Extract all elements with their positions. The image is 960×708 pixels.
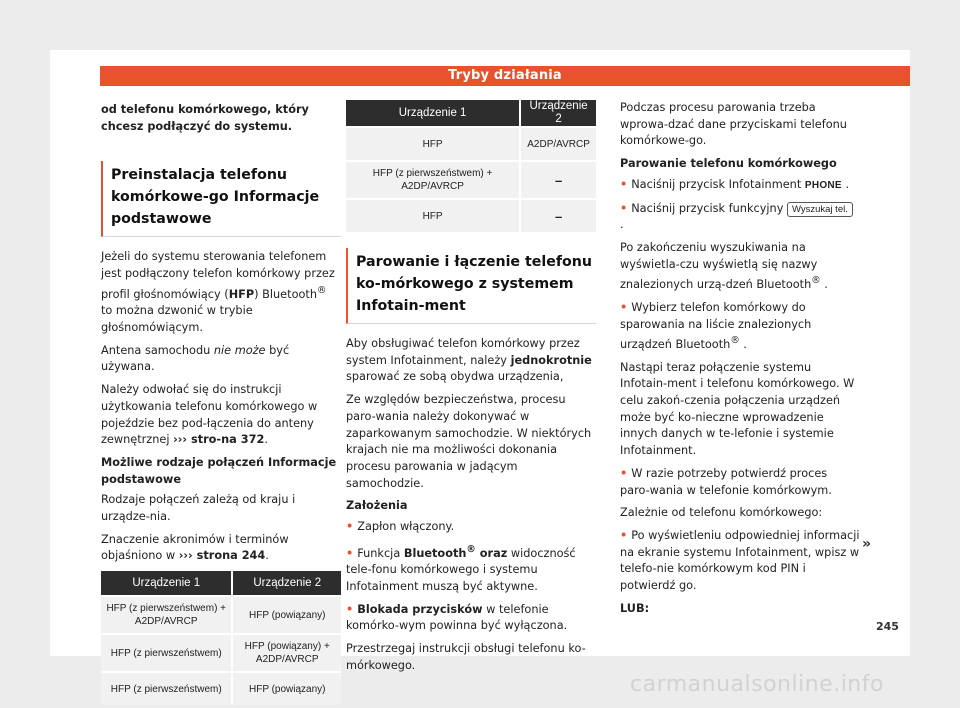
registered-mark: ® (811, 275, 821, 287)
table-cell: HFP (346, 127, 520, 161)
connection-types-table (101, 571, 341, 705)
text: Jeżeli do systemu sterowania telefonem jest podłączony telefon komórkowy przez profil głośnomówiący ( (101, 250, 335, 301)
text: Funkcja (357, 546, 404, 560)
table-cell: A2DP/AVRCP (520, 127, 596, 161)
bullet-icon: • (620, 529, 628, 542)
text: . (739, 337, 747, 351)
table-row (101, 672, 341, 705)
paragraph: Podczas procesu parowania trzeba wprowa-dzać dane przyciskami telefonu komórkowe-go. (620, 101, 847, 148)
subheading-connection-types: Możliwe rodzaje połączeń Informacje podstawowe (101, 455, 337, 486)
table-cell: HFP (z pierwszeństwem) (101, 672, 232, 705)
subheading-prerequisites: Założenia (346, 499, 408, 513)
table-cell: HFP (z pierwszeństwem) + A2DP/AVRCP (346, 161, 520, 199)
registered-mark: ® (316, 284, 327, 296)
section-header-bar (100, 66, 910, 86)
text: Znaczenie akronimów i terminów objaśniono w (101, 532, 289, 563)
text: . (620, 218, 624, 232)
emphasis: nie może (213, 343, 266, 357)
bullet-item (346, 542, 596, 596)
emphasis: oraz (475, 546, 508, 560)
hfp-term: HFP (228, 287, 255, 301)
text: Po zakończeniu wyszukiwania na wyświetla-czu wyświetlą się nazwy znalezionych urzą-dzeń Bluetooth (620, 240, 818, 292)
text: Wybierz telefon komórkowy do sparowania na liście znalezionych urządzeń Bluetooth (620, 300, 812, 351)
text: . (264, 433, 268, 447)
table-header: Urządzenie 1 (346, 100, 520, 127)
emphasis: jednokrotnie (510, 353, 592, 367)
bullet-icon: • (346, 520, 354, 534)
paragraph (101, 382, 341, 449)
bullet-item (346, 602, 596, 635)
bullet-item (620, 466, 860, 499)
text: . (820, 278, 828, 292)
text: Należy odwołać się do instrukcji użytkowania telefonu komórkowego w pojeździe bez pod-łączenia do anteny zewnętrznej (101, 383, 318, 447)
table-header: Urządzenie 1 (101, 571, 232, 596)
bullet-item (620, 300, 860, 354)
continue-mark-icon: » (862, 536, 872, 552)
column-3 (620, 100, 860, 624)
table-row (346, 199, 596, 232)
section-title-preinstall: Preinstalacja telefonu komórkowe-go Informacje podstawowe (101, 161, 341, 237)
bullet-item (620, 528, 860, 595)
bullet-item (620, 177, 860, 195)
bullet-icon: • (620, 300, 628, 314)
search-phone-button-label: Wyszukaj tel. (787, 202, 853, 217)
bullet-icon: • (620, 466, 628, 480)
page-reference-link[interactable]: ››› stro-na 372 (173, 433, 265, 447)
emphasis: Blokada przycisków (357, 602, 483, 616)
paragraph: Zależnie od telefonu komórkowego: (620, 506, 823, 520)
table-cell: HFP (powiązany) + A2DP/AVRCP (232, 634, 341, 672)
table-cell: HFP (z pierwszeństwem) + A2DP/AVRCP (101, 596, 232, 634)
text: w telefonie komórko-wym powinna być wyłączona. (346, 602, 568, 633)
bullet-item (620, 201, 860, 234)
table-cell: HFP (powiązany) (232, 672, 341, 705)
text: Aby obsługiwać telefon komórkowy przez system Infotainment, należy (346, 337, 580, 367)
emphasis: Bluetooth (403, 546, 467, 560)
connection-types-table-continued (346, 100, 596, 232)
or-label: LUB: (620, 601, 650, 615)
paragraph (101, 249, 341, 336)
text: . (841, 177, 850, 191)
registered-mark: ® (466, 543, 476, 555)
table-header: Urządzenie 2 (232, 571, 341, 596)
text: Naciśnij przycisk Infotainment (631, 177, 805, 191)
text: Zapłon włączony. (357, 520, 455, 534)
bullet-item (346, 519, 596, 536)
text: Naciśnij przycisk funkcyjny (631, 201, 787, 215)
text: . (265, 549, 269, 563)
table-cell: HFP (z pierwszeństwem) (101, 634, 232, 672)
table-row (346, 161, 596, 199)
intro-text: od telefonu komórkowego, który chcesz podłączyć do systemu. (101, 103, 309, 133)
column-2 (346, 100, 596, 680)
watermark: carmanualsonline.info (630, 672, 884, 697)
subheading-pairing-phone: Parowanie telefonu komórkowego (620, 157, 837, 171)
table-row (346, 127, 596, 161)
paragraph (101, 532, 341, 565)
page-number: 245 (876, 620, 899, 633)
phone-key-label: PHONE (804, 179, 842, 191)
header-title: Tryby działania (448, 68, 562, 83)
section-title-pairing: Parowanie i łączenie telefonu ko-mórkowego z systemem Infotain-ment (346, 248, 596, 324)
text: Antena samochodu (101, 343, 214, 357)
text: ) Bluetooth (254, 287, 317, 301)
paragraph (101, 343, 341, 376)
table-header: Urządzenie 2 (520, 100, 596, 127)
paragraph: Rodzaje połączeń zależą od kraju i urządze-nia. (101, 493, 296, 524)
table-cell: – (520, 199, 596, 232)
text: widoczność tele-fonu komórkowego i systemu Infotainment muszą być aktywne. (346, 546, 576, 593)
bullet-icon: • (346, 602, 354, 616)
text: to można dzwonić w trybie głośnomówiącym. (101, 304, 253, 334)
table-row (101, 634, 341, 672)
text: być używana. (101, 343, 290, 374)
table-cell: HFP (346, 199, 520, 232)
paragraph (346, 336, 596, 386)
paragraph: Ze względów bezpieczeństwa, procesu paro-wania należy dokonywać w zaparkowanym samochodzie. W niektórych krajach nie ma możliwości dokonania procesu parowania w jadącym samochodzie. (346, 393, 592, 490)
paragraph: Nastąpi teraz połączenie systemu Infotain-ment i telefonu komórkowego. W celu zakoń-czenia połączenia urządzeń może być ko-nieczne wprowadzenie innych danych w te-lefonie i systemie Infotainment. (620, 360, 855, 458)
registered-mark: ® (730, 335, 740, 347)
bullet-icon: • (346, 546, 354, 560)
column-1 (101, 100, 341, 705)
table-row (101, 596, 341, 634)
text: sparować ze sobą obydwa urządzenia, (346, 370, 564, 384)
table-cell: HFP (powiązany) (232, 596, 341, 634)
text: W razie potrzeby potwierdź proces paro-wania w telefonie komórkowym. (620, 466, 832, 497)
bullet-icon: • (620, 201, 628, 215)
page-reference-link[interactable]: ››› strona 244 (178, 549, 266, 563)
bullet-icon: • (620, 177, 628, 191)
paragraph: Przestrzegaj instrukcji obsługi telefonu ko-mórkowego. (346, 642, 586, 672)
text: Po wyświetleniu odpowiedniej informacji na ekranie systemu Infotainment, wpisz w telefo-nie komórkowym kod PIN i potwierdź go. (620, 529, 860, 593)
table-cell: – (520, 161, 596, 199)
paragraph (620, 240, 860, 294)
